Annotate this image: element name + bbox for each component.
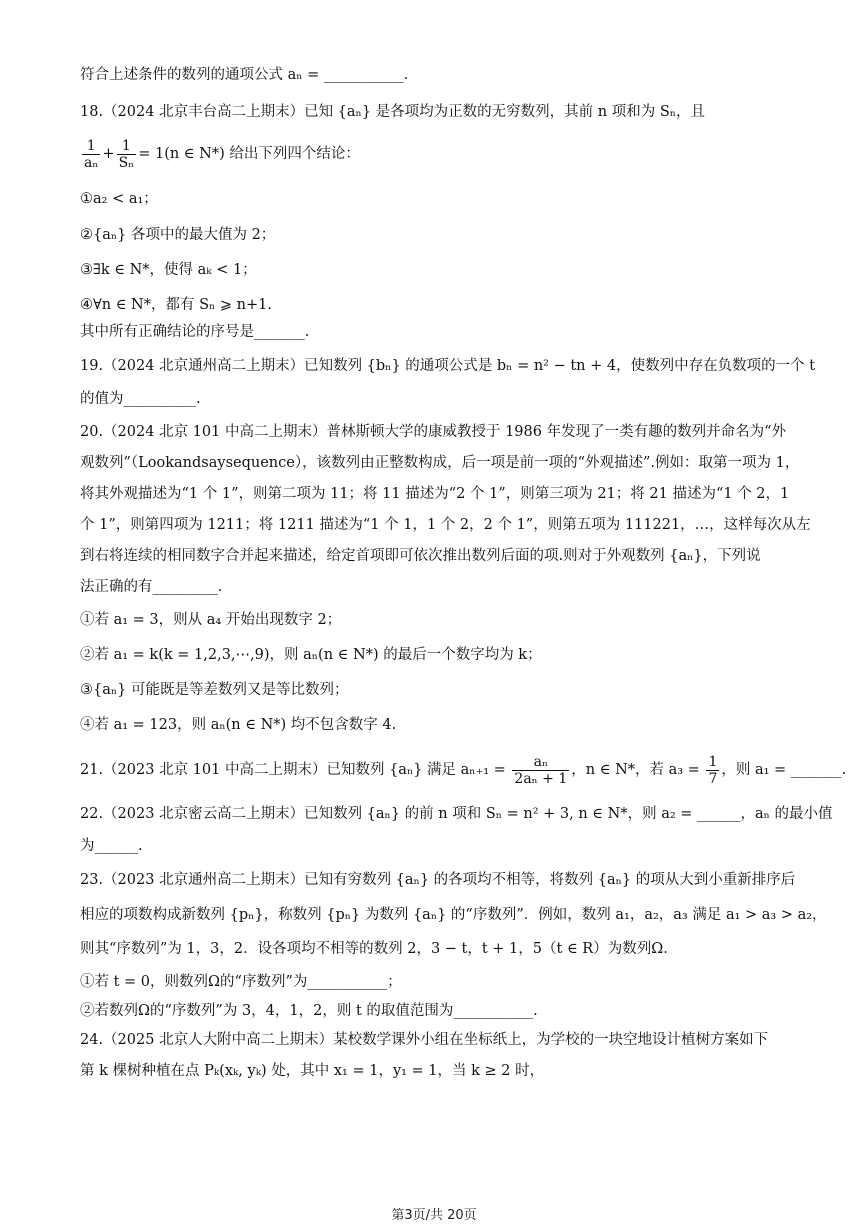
question-20-option: ②若 a₁ = k(k = 1,2,3,⋯,9)，则 aₙ(n ∈ N*) 的最后一个数字均为 k； (80, 647, 542, 663)
question-23-option: ②若数列Ω的“序数列”为 3，4，1，2，则 t 的取值范围为___________. (80, 1003, 538, 1019)
question-22-stem: 22.（2023 北京密云高二上期末）已知数列 {aₙ} 的前 n 项和 Sₙ = n² + 3, n ∈ N*，则 a₂ = ______，aₙ 的最小值 (80, 806, 833, 822)
question-24-stem: 24.（2025 北京人大附中高二上期末）某校数学课外小组在坐标纸上，为学校的一块空地设计植树方案如下 (80, 1032, 769, 1048)
question-24-stem: 第 k 棵树种植在点 Pₖ(xₖ, yₖ) 处，其中 x₁ = 1，y₁ = 1，当 k ≥ 2 时， (80, 1063, 545, 1079)
question-19-stem: 19.（2024 北京通州高二上期末）已知数列 {bₙ} 的通项公式是 bₙ = n² − tn + 4，使数列中存在负数项的一个 t (80, 358, 816, 374)
question-20-prompt: 法正确的有_________. (80, 579, 223, 595)
question-23-option: ①若 t = 0，则数列Ω的“序数列”为___________； (80, 974, 402, 990)
question-20-stem: 观数列”（Lookandsaysequence），该数列由正整数构成，后一项是前一项的“外观描述”.例如：取第一项为 1， (80, 455, 800, 471)
question-20-stem: 20.（2024 北京 101 中高二上期末）普林斯顿大学的康威教授于 1986 年发现了一类有趣的数列并命名为“外 (80, 424, 786, 440)
question-22-blank: 为______. (80, 838, 143, 854)
question-20-option: ④若 a₁ = 123，则 aₙ(n ∈ N*) 均不包含数字 4. (80, 717, 397, 733)
question-18-prompt: 其中所有正确结论的序号是_______. (80, 324, 310, 340)
text-line: 符合上述条件的数列的通项公式 aₙ = ___________. (80, 67, 409, 83)
question-21-stem: 21.（2023 北京 101 中高二上期末）已知数列 {aₙ} 满足 aₙ₊₁ = $\frac{\text{aₙ}}{\text{2aₙ + 1}}$ ，n ∈ N*，若 a₃ = $\frac{1}{7}$ ，则 a₁ = _______. (80, 753, 847, 787)
fraction: $\frac{\text{aₙ}}{\text{2aₙ + 1}}$ (514, 753, 568, 787)
question-18-option: ④∀n ∈ N*，都有 Sₙ ⩾ n+1. (80, 297, 272, 313)
question-23-stem: 相应的项数构成新数列 {pₙ}，称数列 {pₙ} 为数列 {aₙ} 的“序数列”．例如，数列 a₁，a₂，a₃ 满足 a₁ > a₃ > a₂， (80, 907, 827, 923)
question-20-option: ①若 a₁ = 3，则从 a₄ 开始出现数字 2； (80, 612, 342, 628)
question-19-blank: 的值为__________. (80, 391, 201, 407)
question-18-stem: 18.（2024 北京丰台高二上期末）已知 {aₙ} 是各项均为正数的无穷数列，其前 n 项和为 Sₙ，且 (80, 104, 706, 120)
question-23-stem: 23.（2023 北京通州高二上期末）已知有穷数列 {aₙ} 的各项均不相等，将数列 {aₙ} 的项从大到小重新排序后 (80, 872, 796, 888)
question-20-stem: 将其外观描述为“1 个 1”，则第二项为 11；将 11 描述为“2 个 1”，则第三项为 21；将 21 描述为“1 个 2，1 (80, 486, 790, 502)
fraction: $\frac{1}{\text{Sₙ}}$ (118, 137, 135, 171)
fraction: $\frac{1}{7}$ (708, 753, 718, 787)
question-23-stem: 则其“序数列”为 1，3，2．设各项均不相等的数列 2，3 − t，t + 1，5（t ∈ R）为数列Ω． (80, 941, 678, 957)
question-20-stem: 到右将连续的相同数字合并起来描述，给定首项即可依次推出数列后面的项.则对于外观数列 {aₙ}，下列说 (80, 548, 761, 564)
fraction: $\frac{1}{\text{aₙ}}$ (84, 137, 99, 171)
question-18-option: ②{aₙ} 各项中的最大值为 2； (80, 227, 276, 243)
question-20-stem: 个 1”，则第四项为 1211；将 1211 描述为“1 个 1，1 个 2，2 个 1”，则第五项为 111221，…，这样每次从左 (80, 517, 811, 533)
question-18-option: ①a₂ < a₁； (80, 191, 158, 207)
page-number: 第3页/共 20页 (391, 1208, 477, 1223)
question-20-option: ③{aₙ} 可能既是等差数列又是等比数列； (80, 682, 349, 698)
question-18-condition: $\frac{1}{\text{aₙ}}$ + $\frac{1}{\text{Sₙ}}$ = 1(n ∈ N*) 给出下列四个结论： (84, 137, 360, 171)
question-18-option: ③∃k ∈ N*，使得 aₖ < 1； (80, 262, 257, 278)
